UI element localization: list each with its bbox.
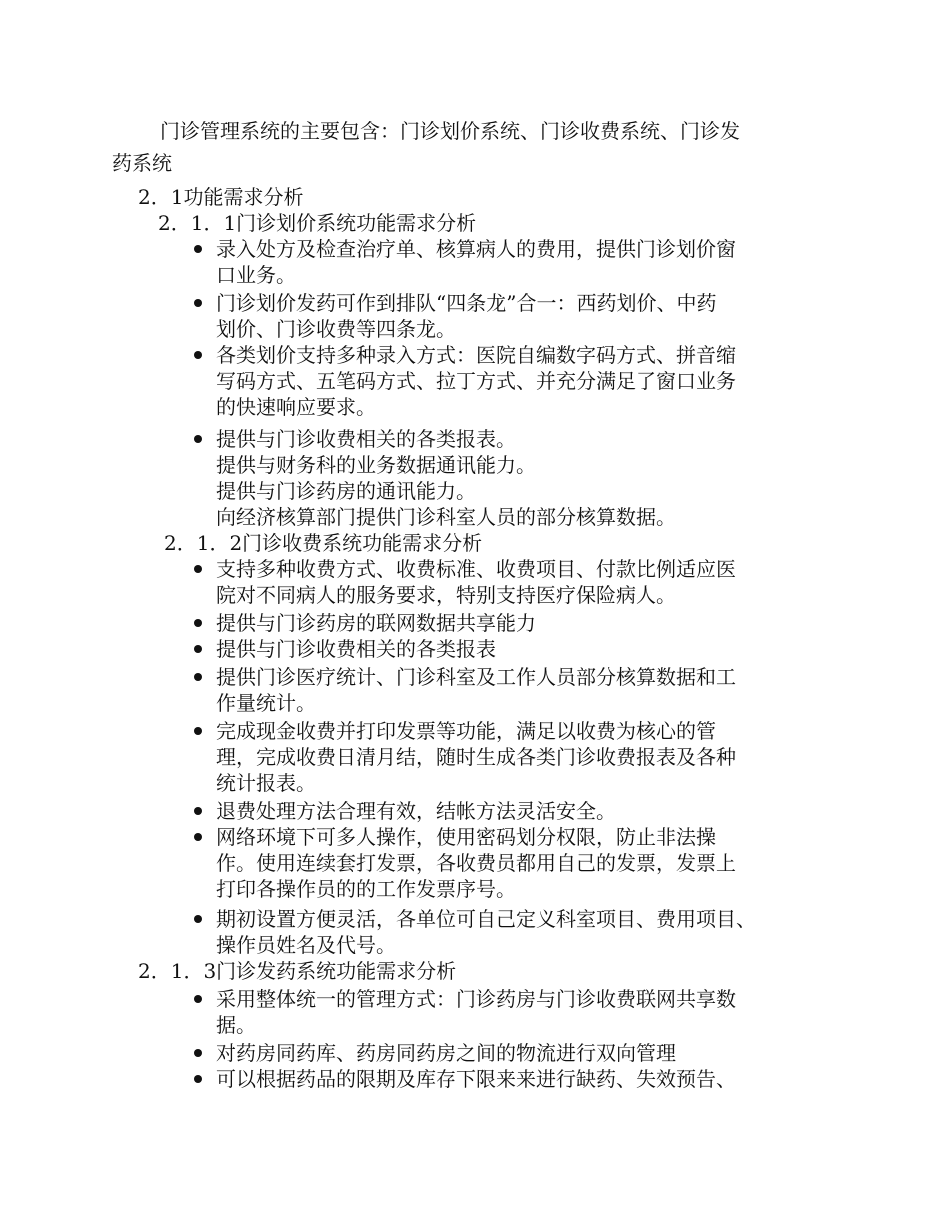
list-item-text: 提供与门诊药房的通讯能力。 [216, 479, 476, 503]
list-item-text: 对药房同药库、药房同药房之间的物流进行双向管理 [216, 1041, 676, 1065]
bullet-icon [194, 673, 202, 681]
bullet-icon [194, 299, 202, 307]
bullet-icon [194, 645, 202, 653]
list-item-text: 操作员姓名及代号。 [216, 933, 396, 957]
list-item-text: 采用整体统一的管理方式：门诊药房与门诊收费联网共享数 [216, 987, 736, 1011]
list-item-text: 作。使用连续套打发票，各收费员都用自己的发票，发票上 [216, 851, 736, 875]
list-item-text: 划价、门诊收费等四条龙。 [216, 317, 456, 341]
list-item-text: 理，完成收费日清月结，随时生成各类门诊收费报表及各种 [216, 745, 736, 769]
list-item-text: 提供门诊医疗统计、门诊科室及工作人员部分核算数据和工 [216, 665, 736, 689]
subsection-heading-2-1-2: 2．1．2门诊收费系统功能需求分析 [164, 531, 483, 555]
list-item-text: 统计报表。 [216, 771, 316, 795]
list-item-text: 期初设置方便灵活，各单位可自己定义科室项目、费用项目、 [216, 907, 756, 931]
bullet-icon [194, 807, 202, 815]
list-item-text: 退费处理方法合理有效，结帐方法灵活安全。 [216, 799, 616, 823]
bullet-icon [194, 565, 202, 573]
list-item-text: 的快速响应要求。 [216, 395, 376, 419]
list-item-text: 提供与门诊收费相关的各类报表。 [216, 427, 516, 451]
subsection-heading-2-1-1: 2．1．1门诊划价系统功能需求分析 [158, 211, 477, 235]
bullet-icon [194, 995, 202, 1003]
list-item-text: 录入处方及检查治疗单、核算病人的费用，提供门诊划价窗 [216, 237, 736, 261]
intro-line-1: 门诊管理系统的主要包含：门诊划价系统、门诊收费系统、门诊发 [160, 119, 740, 143]
list-item-text: 提供与门诊药房的联网数据共享能力 [216, 611, 536, 635]
bullet-icon [194, 1075, 202, 1083]
bullet-icon [194, 1049, 202, 1057]
bullet-icon [194, 833, 202, 841]
list-item-text: 支持多种收费方式、收费标准、收费项目、付款比例适应医 [216, 557, 736, 581]
subsection-heading-2-1-3: 2．1．3门诊发药系统功能需求分析 [138, 959, 457, 983]
list-item-text: 网络环境下可多人操作，使用密码划分权限，防止非法操 [216, 825, 716, 849]
bullet-icon [194, 435, 202, 443]
list-item-text: 完成现金收费并打印发票等功能，满足以收费为核心的管 [216, 719, 716, 743]
list-item-text: 可以根据药品的限期及库存下限来来进行缺药、失效预告、 [216, 1067, 736, 1091]
list-item-text: 提供与财务科的业务数据通讯能力。 [216, 453, 536, 477]
list-item-text: 门诊划价发药可作到排队“四条龙”合一：西药划价、中药 [216, 291, 717, 315]
bullet-icon [194, 915, 202, 923]
bullet-icon [194, 245, 202, 253]
bullet-icon [194, 727, 202, 735]
bullet-icon [194, 619, 202, 627]
list-item-text: 向经济核算部门提供门诊科室人员的部分核算数据。 [216, 505, 676, 529]
list-item-text: 口业务。 [216, 263, 296, 287]
section-heading-2-1: 2．1功能需求分析 [138, 185, 304, 209]
list-item-text: 作量统计。 [216, 691, 316, 715]
list-item-text: 院对不同病人的服务要求，特别支持医疗保险病人。 [216, 583, 676, 607]
list-item-text: 提供与门诊收费相关的各类报表 [216, 637, 496, 661]
bullet-icon [194, 351, 202, 359]
intro-line-2: 药系统 [112, 151, 172, 175]
list-item-text: 各类划价支持多种录入方式：医院自编数字码方式、拼音缩 [216, 343, 736, 367]
list-item-text: 写码方式、五笔码方式、拉丁方式、并充分满足了窗口业务 [216, 369, 736, 393]
list-item-text: 打印各操作员的的工作发票序号。 [216, 877, 516, 901]
list-item-text: 据。 [216, 1013, 256, 1037]
